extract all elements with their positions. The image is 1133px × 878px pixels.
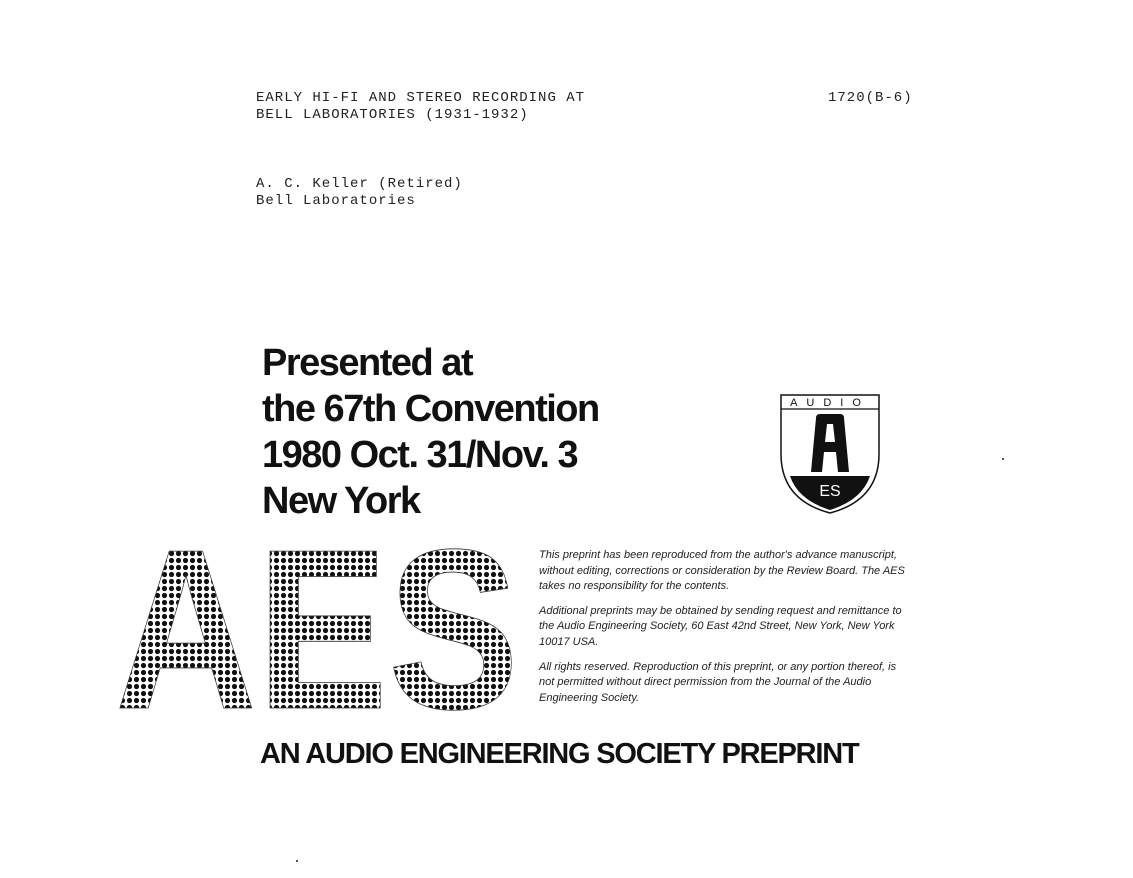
scan-speck: [296, 860, 298, 862]
author-block: [256, 176, 463, 210]
convention-heading: [262, 340, 599, 524]
disclaimer-paragraph-2: Additional preprints may be obtained by sending request and remittance to the Audio Engineering Society, 60 East 42nd Street, New York, New York 10017 USA.: [539, 604, 902, 648]
convention-line-2: the 67th Convention: [262, 388, 599, 430]
paper-title: [256, 90, 585, 124]
convention-line-3: 1980 Oct. 31/Nov. 3: [262, 434, 578, 476]
disclaimer-block: [539, 548, 909, 715]
author-name: A. C. Keller (Retired): [256, 176, 463, 192]
paper-title-line-1: EARLY HI-FI AND STEREO RECORDING AT: [256, 90, 586, 106]
aes-shield-logo: [778, 392, 882, 516]
aes-halftone-mark: [112, 536, 522, 716]
author-affiliation: Bell Laboratories: [256, 193, 416, 209]
preprint-code: 1720(B-6): [828, 90, 913, 106]
logo-top-text: AUDIO: [790, 397, 870, 409]
convention-line-1: Presented at: [262, 342, 473, 384]
disclaimer-paragraph-1: This preprint has been reproduced from the author's advance manuscript, without editing, corrections or consideration by the Review Board. The AES takes no responsibility for the contents.: [539, 549, 905, 593]
aes-big-text: AES: [115, 536, 519, 716]
paper-title-line-2: BELL LABORATORIES (1931-1932): [256, 107, 529, 123]
disclaimer-paragraph-3: All rights reserved. Reproduction of this preprint, or any portion thereof, is not permitted without direct permission from the Journal of the Audio Engineering Society.: [539, 660, 897, 704]
scan-speck: [1002, 458, 1004, 460]
logo-bottom-text: ES: [819, 483, 841, 500]
convention-line-4: New York: [262, 480, 420, 522]
preprint-banner: AN AUDIO ENGINEERING SOCIETY PREPRINT: [260, 738, 859, 770]
